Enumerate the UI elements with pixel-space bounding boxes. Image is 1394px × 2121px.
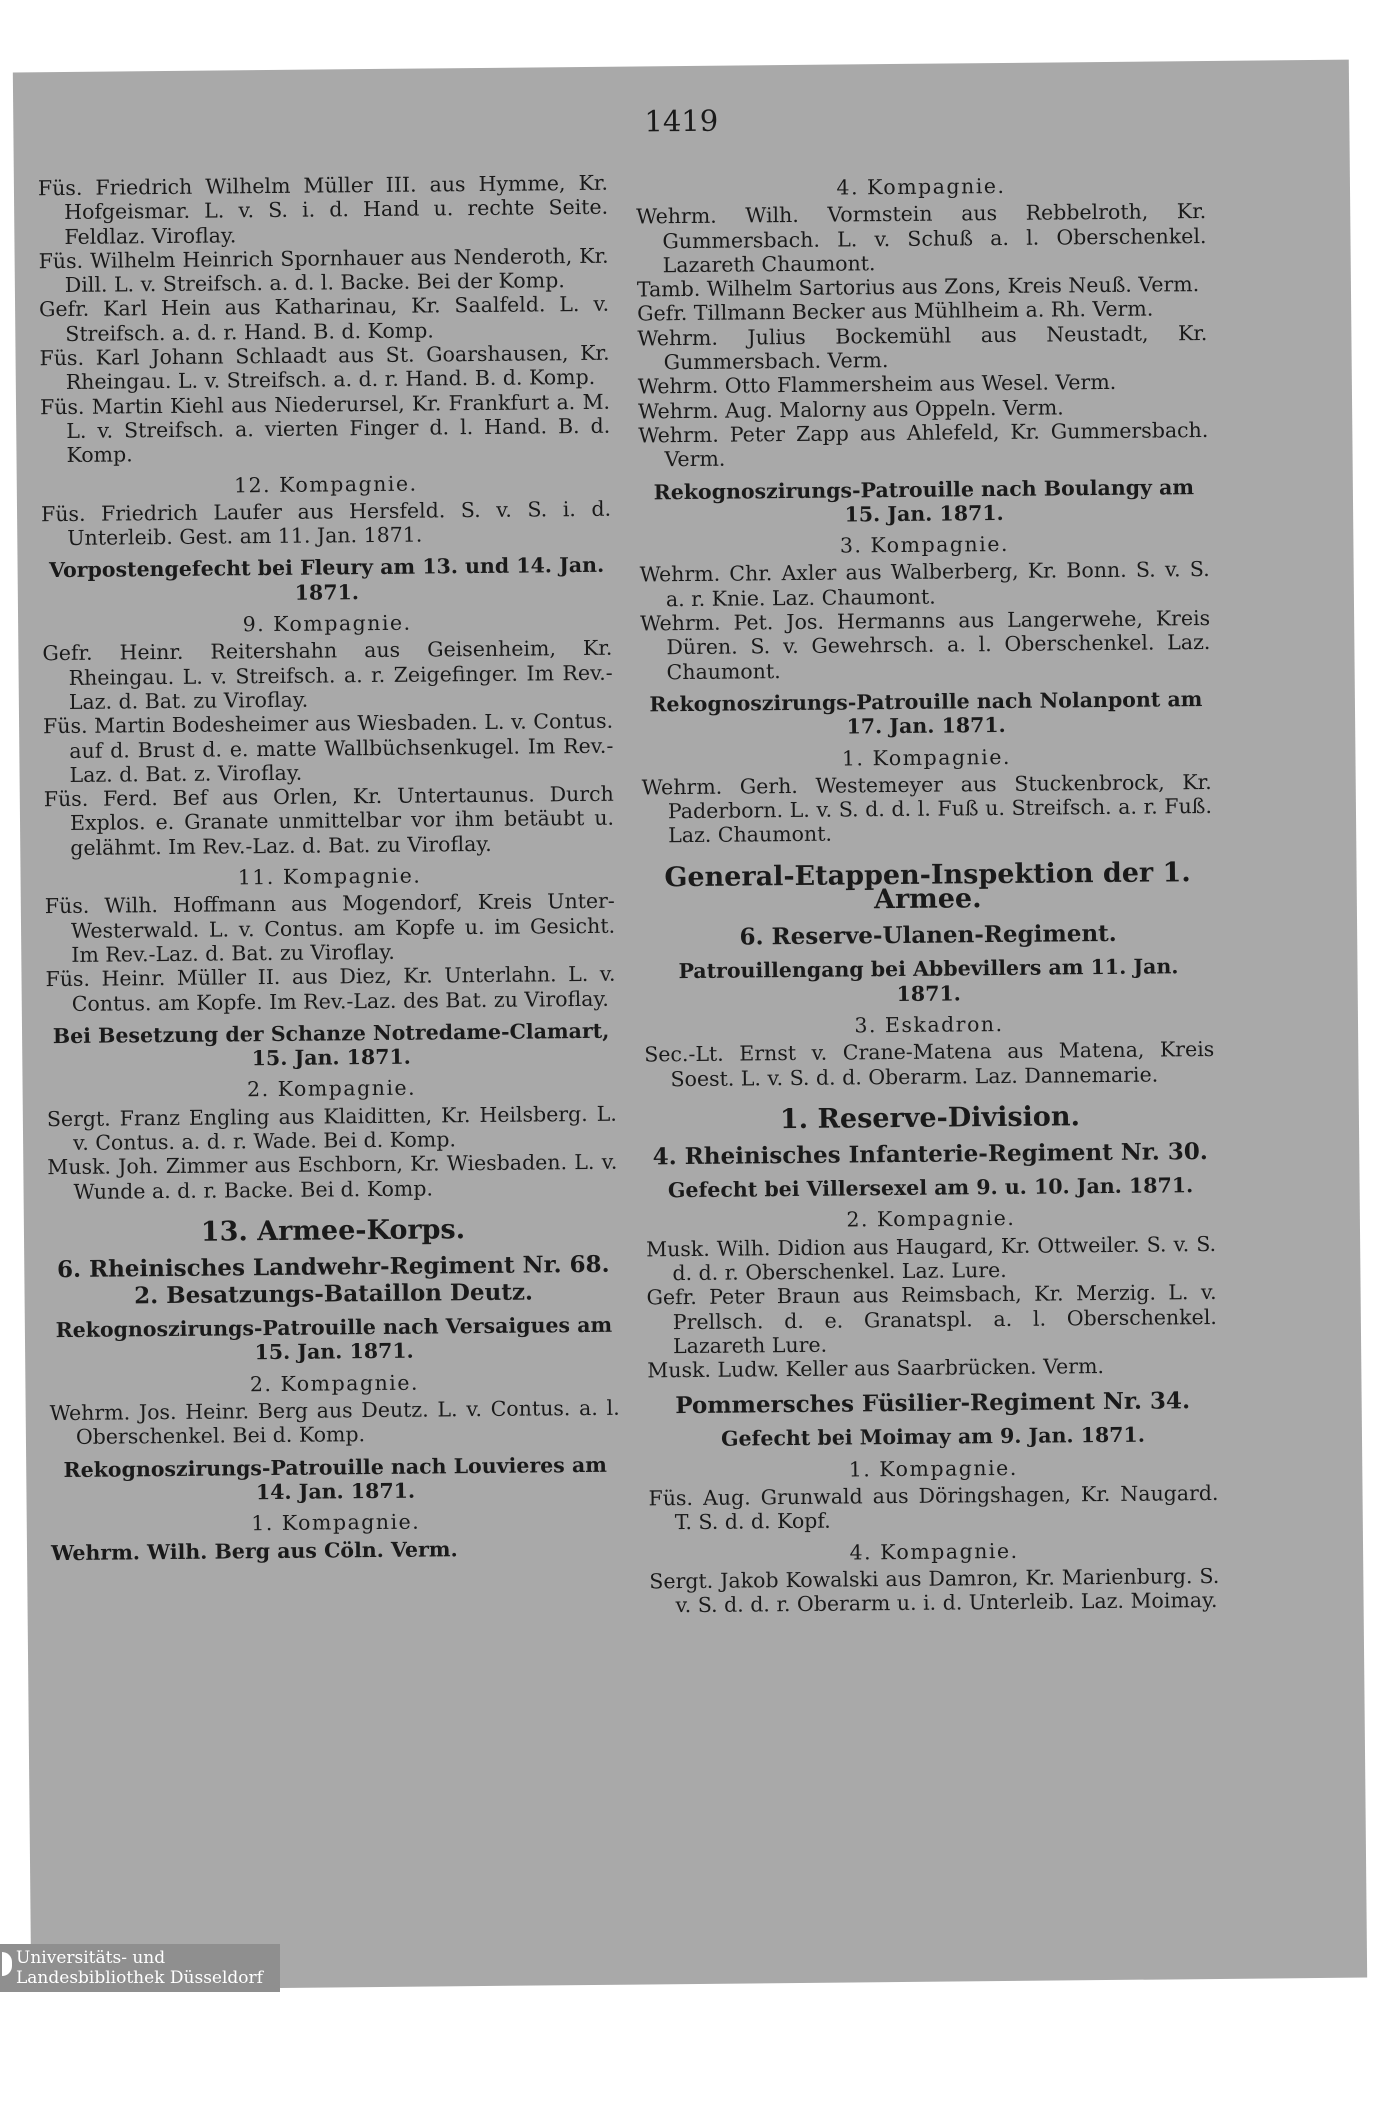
subhead-right-22: Gefecht bei Villersexel am 9. u. 10. Jan. 1871. [667,1173,1194,1203]
entry-left-10: Füs. Martin Bodesheimer aus Wiesbaden. L. v. Contus. auf d. Brust d. e. matte Wallbüchsenkugel. Im Rev.-Laz. d. Bat. z. Viroflay. [42,708,614,787]
subhead-right-17: Patrouillengang bei Abbevillers am 11. Jan. 1871. [678,954,1179,1006]
library-logo-icon [2,1952,12,1976]
library-name-line2: Landesbibliothek Düsseldorf [16,1968,263,1988]
subhead-left-15: Bei Besetzung der Schanze Notredame-Clamart, 15. Jan. 1871. [52,1018,610,1071]
entry-right-11: Wehrm. Pet. Jos. Hermanns aus Langerwehe, Kreis Düren. S. v. Gewehrsch. a. l. Oberschenkel. Laz. Chaumont. [640,606,1211,684]
kompagnie-right-29: 1. Kompagnie. [848,1455,1018,1482]
entry-left-13: Füs. Wilh. Hoffmann aus Mogendorf, Kreis Unter-Westerwald. L. v. Contus. am Kopfe u. im Gesicht. Im Rev.-Laz. d. Bat. zu Viroflay. [44,889,616,967]
regiment-right-21: 4. Rheinisches Infanterie-Regiment Nr. 30. [652,1138,1208,1171]
library-watermark [0,1944,280,1992]
kompagnie-left-25: 1. Kompagnie. [251,1509,421,1536]
entry-left-1: Füs. Wilhelm Heinrich Spornhauer aus Nenderoth, Kr. Dill. L. v. Streifsch. a. d. l. Backe. Bei der Komp. [38,243,609,298]
kompagnie-left-12: 11. Kompagnie. [237,863,422,890]
entry-right-10: Wehrm. Chr. Axler aus Walberberg, Kr. Bonn. S. v. S. a. r. Knie. Laz. Chaumont. [639,557,1210,611]
kompagnie-right-31: 4. Kompagnie. [849,1538,1019,1565]
entry-left-6: Füs. Friedrich Laufer aus Hersfeld. S. v. S. i. d. Unterleib. Gest. am 11. Jan. 1871. [40,496,612,551]
bighead-left-19: 13. Armee-Korps. [200,1214,466,1248]
left-column [38,171,621,1565]
kompagnie-left-22: 2. Kompagnie. [249,1370,420,1397]
entry-right-25: Gefr. Peter Braun aus Reimsbach, Kr. Merzig. L. v. Prellsch. d. e. Granatspl. a. l. Oberschenkel. Lazareth Lure. [646,1280,1217,1359]
regiment-right-16: 6. Reserve-Ulanen-Regiment. [739,920,1117,951]
scanned-page [13,60,1367,1991]
kompagnie-right-18: 3. Eskadron. [854,1011,1004,1038]
entry-right-19: Sec.-Lt. Ernst v. Crane-Matena aus Matena, Kreis Soest. L. v. S. d. d. Oberarm. Laz. Dannemarie. [644,1037,1215,1091]
entry-left-26: Wehrm. Wilh. Berg aus Cöln. Verm. [50,1536,458,1565]
entry-right-14: Wehrm. Gerh. Westemeyer aus Stuckenbrock, Kr. Paderborn. L. v. S. d. d. l. Fuß u. Streifsch. a. r. Fuß. Laz. Chaumont. [641,769,1213,848]
subhead-left-24: Rekognoszirungs-Patrouille nach Louvieres am 14. Jan. 1871. [63,1452,607,1505]
subhead-left-21: Rekognoszirungs-Patrouille nach Versaigues am 15. Jan. 1871. [55,1312,613,1365]
kompagnie-right-9: 3. Kompagnie. [839,532,1010,558]
kompagnie-left-16: 2. Kompagnie. [246,1076,417,1102]
kompagnie-left-5: 12. Kompagnie. [233,471,418,497]
entry-left-23: Wehrm. Jos. Heinr. Berg aus Deutz. L. v. Contus. a. l. Oberschenkel. Bei d. Komp. [49,1395,620,1450]
bighead-right-15: General-Etappen-Inspektion der 1. Armee. [664,856,1191,916]
library-name-line1: Universitäts- und [16,1948,166,1968]
subhead-right-8: Rekognoszirungs-Patrouille nach Boulangy am 15. Jan. 1871. [653,474,1195,527]
regiment-left-20: 6. Rheinisches Landwehr-Regiment Nr. 68. 2. Besatzungs-Bataillon Deutz. [56,1250,610,1310]
entry-right-24: Musk. Wilh. Didion aus Haugard, Kr. Ottweiler. S. v. S. d. d. r. Oberschenkel. Laz. Lure. [646,1231,1217,1286]
entry-left-2: Gefr. Karl Hein aus Katharinau, Kr. Saalfeld. L. v. Streifsch. a. d. r. Hand. B. d. Komp. [38,292,610,346]
entry-left-3: Füs. Karl Johann Schlaadt aus St. Goarshausen, Kr. Rheingau. L. v. Streifsch. a. d. r. Hand. B. d. Komp. [39,340,610,395]
entry-right-2: Tamb. Wilhelm Sartorius aus Zons, Kreis Neuß. Verm. [636,272,1200,302]
entry-right-7: Wehrm. Peter Zapp aus Ahlefeld, Kr. Gummersbach. Verm. [638,417,1209,472]
entry-right-6: Wehrm. Aug. Malorny aus Oppeln. Verm. [637,395,1064,424]
entry-right-4: Wehrm. Julius Bockemühl aus Neustadt, Kr. Gummersbach. Verm. [637,320,1208,375]
kompagnie-right-23: 2. Kompagnie. [846,1206,1016,1232]
entry-left-0: Füs. Friedrich Wilhelm Müller III. aus Hymme, Kr. Hofgeismar. L. v. S. i. d. Hand u. rechte Seite. Feldlaz. Viroflay. [37,170,609,249]
entry-right-1: Wehrm. Wilh. Vormstein aus Rebbelroth, Kr. Gummersbach. L. v. Schuß a. l. Oberschenkel. Lazareth Chaumont. [636,199,1207,278]
kompagnie-right-13: 1. Kompagnie. [841,744,1012,771]
subhead-right-28: Gefecht bei Moimay am 9. Jan. 1871. [720,1423,1146,1452]
page-number: 1419 [644,103,719,139]
entry-left-14: Füs. Heinr. Müller II. aus Diez, Kr. Unterlahn. L. v. Contus. am Kopfe. Im Rev.-Laz. des Bat. zu Viroflay. [45,961,616,1016]
right-column [636,165,1220,1618]
regiment-right-27: Pommersches Füsilier-Regiment Nr. 34. [675,1387,1191,1420]
entry-left-4: Füs. Martin Kiehl aus Niederursel, Kr. Frankfurt a. M. L. v. Streifsch. a. vierten Finger d. l. Hand. B. d. Komp. [39,389,611,468]
entry-left-17: Sergt. Franz Engling aus Klaiditten, Kr. Heilsberg. L. v. Contus. a. d. r. Wade. Bei d. Komp. [46,1101,617,1155]
entry-left-18: Musk. Joh. Zimmer aus Eschborn, Kr. Wiesbaden. L. v. Wunde a. d. r. Backe. Bei d. Komp. [47,1149,618,1204]
kompagnie-left-8: 9. Kompagnie. [242,610,412,637]
entry-right-3: Gefr. Tillmann Becker aus Mühlheim a. Rh. Verm. [637,297,1154,326]
subhead-right-12: Rekognoszirungs-Patrouille nach Nolanpont am 17. Jan. 1871. [649,687,1203,739]
kompagnie-right-0: 4. Kompagnie. [836,173,1006,200]
entry-left-11: Füs. Ferd. Bef aus Orlen, Kr. Untertaunus. Durch Explos. e. Granate unmittelbar vor ihm betäubt u. gelähmt. Im Rev.-Laz. d. Bat. zu Viroflay. [43,781,615,860]
entry-right-5: Wehrm. Otto Flammersheim aus Wesel. Verm. [637,370,1117,399]
entry-left-9: Gefr. Heinr. Reitershahn aus Geisenheim, Kr. Rheingau. L. v. Streifsch. a. r. Zeigefinger. Im Rev.-Laz. d. Bat. zu Viroflay. [42,636,613,714]
entry-right-26: Musk. Ludw. Keller aus Saarbrücken. Verm. [647,1354,1105,1383]
entry-right-30: Füs. Aug. Grunwald aus Döringshagen, Kr. Naugard. T. S. d. d. Kopf. [648,1481,1219,1535]
subhead-left-7: Vorpostengefecht bei Fleury am 13. und 14. Jan. 1871. [48,553,605,605]
entry-right-32: Sergt. Jakob Kowalski aus Damron, Kr. Marienburg. S. v. S. d. d. r. Oberarm u. i. d. Unterleib. Laz. Moimay. [649,1563,1220,1618]
bighead-right-20: 1. Reserve-Division. [779,1101,1081,1135]
